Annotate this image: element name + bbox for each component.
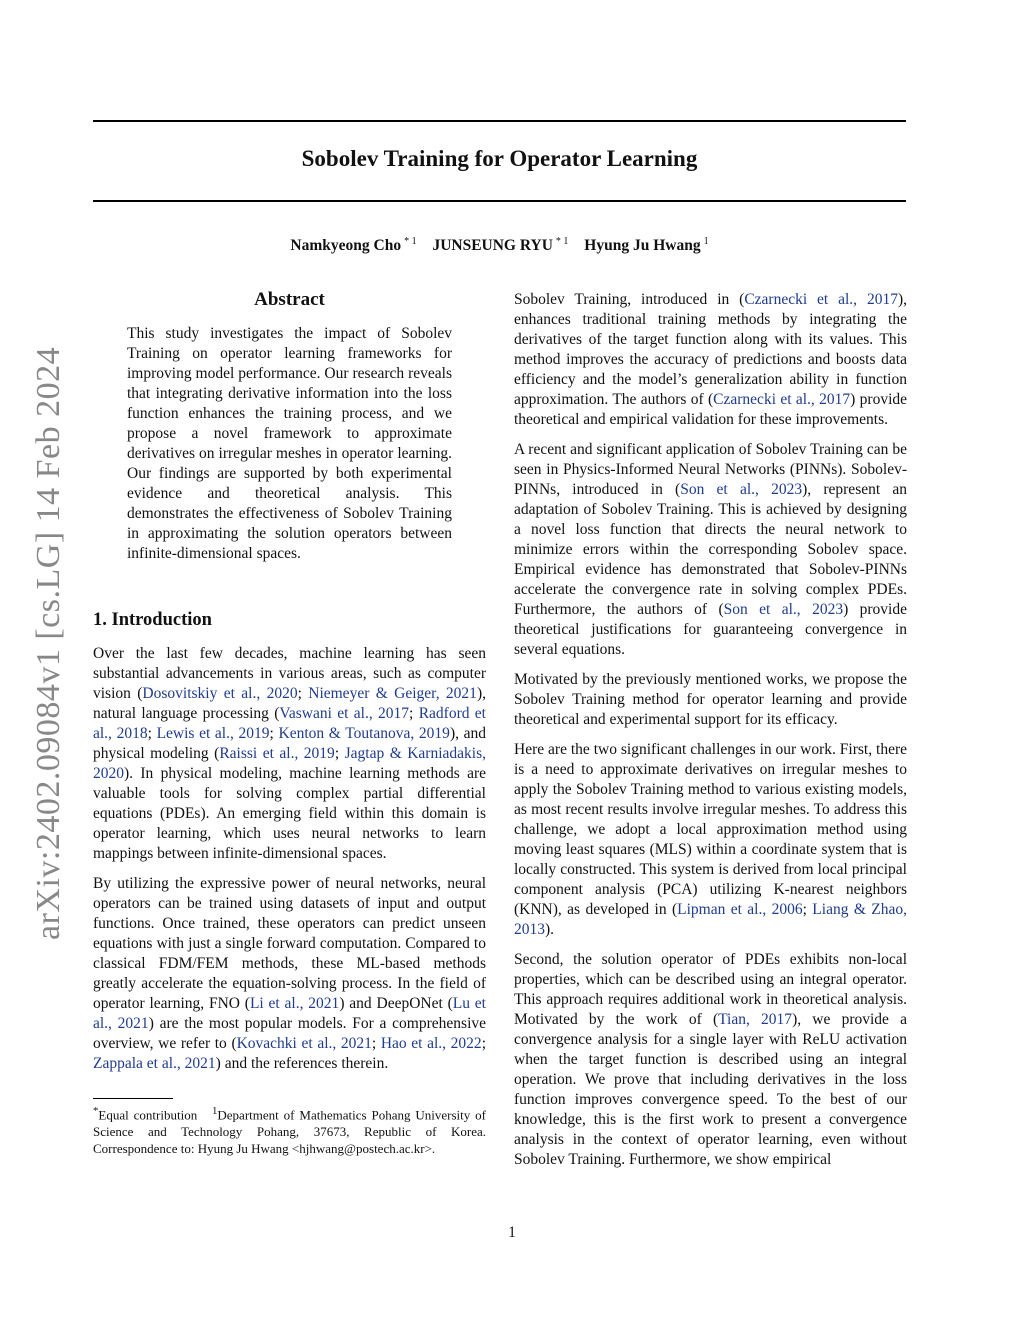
citation-link[interactable]: Son et al., 2023 [680, 481, 803, 498]
citation-link[interactable]: Lewis et al., 2019 [156, 725, 270, 742]
paragraph-text: ). [545, 921, 555, 938]
footnote-text [93, 1103, 486, 1157]
citation-link[interactable]: Raissi et al., 2019 [219, 745, 335, 762]
author-name: Namkyeong Cho [290, 237, 402, 255]
right-column [514, 290, 907, 1180]
citation-link[interactable]: Vaswani et al., 2017 [279, 705, 410, 722]
intro-paragraph [93, 644, 486, 864]
intro-paragraph [514, 440, 907, 660]
author [432, 237, 568, 254]
citation-link[interactable]: Czarnecki et al., 2017 [713, 391, 851, 408]
author-name: JUNSEUNG RYU [432, 237, 553, 255]
paragraph-text: ) and DeepONet ( [339, 995, 453, 1012]
citation-link[interactable]: Kovachki et al., 2021 [236, 1035, 372, 1052]
paragraph-text: Over the last few decades, machine learning has seen substantial advancements in various areas, such as computer vision ( [93, 645, 486, 702]
citation-link[interactable]: Niemeyer & Geiger, 2021 [308, 685, 477, 702]
citation-link[interactable]: Jagtap & Karniadakis, 2020 [93, 745, 486, 782]
abstract-heading: Abstract [254, 289, 325, 310]
footnote-equal-text: Equal contribution [98, 1107, 198, 1123]
citation-link[interactable]: Hao et al., 2022 [380, 1035, 482, 1052]
paragraph-text: ; [334, 745, 345, 762]
paragraph-text: ) provide theoretical and empirical validation for these improvements. [514, 391, 908, 428]
section-heading-introduction: 1. Introduction [93, 610, 212, 630]
paragraph-text: ; [297, 685, 309, 702]
paragraph-text: ; [269, 725, 279, 742]
paragraph-text: ) provide theoretical justifications for guaranteeing convergence in several equations. [514, 601, 907, 658]
citation-link[interactable]: Radford et al., 2018 [93, 705, 486, 742]
paragraph-text: Sobolev Training, introduced in ( [514, 291, 745, 308]
paper-title: Sobolev Training for Operator Learning [301, 146, 698, 171]
citation-link[interactable]: Li et al., 2021 [249, 995, 340, 1012]
author [584, 237, 708, 254]
paragraph-text: A recent and significant application of Sobolev Training can be seen in Physics-Informed Neural Networks (PINNs). Sobolev-PINNs, introduced in ( [514, 441, 907, 498]
arxiv-identifier-stamp: arXiv:2402.09084v1 [cs.LG] 14 Feb 2024 [30, 346, 67, 940]
footnote-equal-mark: * [93, 1105, 99, 1117]
author-list [93, 236, 906, 255]
footnote [93, 1098, 486, 1157]
paragraph-text: ; [481, 1035, 486, 1052]
paragraph-text: ; [802, 901, 813, 918]
citation-link[interactable]: Czarnecki et al., 2017 [744, 291, 898, 308]
paragraph-text: ). In physical modeling, machine learning methods are valuable tools for solving complex partial differential equations (PDEs). An emerging field within this domain is operator learning, which uses neural networks to learn mappings between infinite-dimensional spaces. [93, 765, 486, 862]
intro-paragraph [514, 740, 907, 940]
abstract-text: This study investigates the impact of Sobolev Training on operator learning frameworks for improving model performance. Our research reveals that integrating derivative information into the loss function enhances the training process, and we propose a novel framework to approximate derivatives on irregular meshes in operator learning. Our findings are supported by both experimental evidence and theoretical analysis. This demonstrates the effectiveness of Sobolev Training in approximating the solution operators between infinite-dimensional spaces. [127, 325, 452, 562]
paragraph-text: Here are the two significant challenges in our work. First, there is a need to approximate derivatives on irregular meshes to apply the Sobolev Training method to various existing models, as most recent results involve irregular meshes. To address this challenge, we adopt a local approximation method using moving least squares (MLS) within a coordinate system that is locally constructed. This system is derived from local principal component analysis (PCA) utilizing K-nearest neighbors (KNN), as developed in ( [514, 741, 907, 918]
citation-link[interactable]: Lu et al., 2021 [93, 995, 486, 1032]
paragraph-text: Motivated by the previously mentioned works, we propose the Sobolev Training method for operator learning and provide theoretical and experimental support for its efficacy. [514, 671, 907, 728]
intro-paragraph [93, 874, 486, 1074]
citation-link[interactable]: Liang & Zhao, 2013 [514, 901, 907, 938]
author-name: Hyung Ju Hwang [584, 237, 701, 255]
citation-link[interactable]: Tian, 2017 [718, 1011, 793, 1028]
citation-link[interactable]: Son et al., 2023 [723, 601, 844, 618]
paragraph-text: By utilizing the expressive power of neural networks, neural operators can be trained using datasets of input and output functions. Once trained, these operators can predict unseen equations with just a single forward computation. Compared to classical FDM/FEM methods, these ML-based methods greatly accelerate the equation-solving process. In the field of operator learning, FNO ( [93, 875, 486, 1012]
citation-link[interactable]: Dosovitskiy et al., 2020 [142, 685, 298, 702]
paragraph-text: ), and physical modeling ( [93, 725, 487, 762]
footnote-affiliation-text: Department of Mathematics Pohang University of Science and Technology Pohang, 37673, Republic of Korea. Correspondence to: Hyung Ju Hwang <hjhwang@postech.ac.kr>. [93, 1107, 487, 1157]
paragraph-text: ), natural language processing ( [93, 685, 486, 722]
paragraph-text: ; [409, 705, 419, 722]
footnote-rule [93, 1098, 173, 1099]
paragraph-text: ; [371, 1035, 381, 1052]
paragraph-text: ) and the references therein. [215, 1055, 389, 1072]
paragraph-text: Second, the solution operator of PDEs exhibits non-local properties, which can be described using an integral operator. This approach requires additional work in theoretical analysis. Motivated by the work of ( [514, 951, 907, 1028]
left-column [93, 290, 486, 1084]
paragraph-text: ; [147, 725, 157, 742]
author [290, 237, 416, 254]
citation-link[interactable]: Zappala et al., 2021 [93, 1055, 216, 1072]
paragraph-text: ), enhances traditional training methods by integrating the derivatives of the target function along with its values. This method improves the accuracy of predictions and boosts data efficiency and the model’s generalization ability in function approximation. The authors of ( [514, 291, 907, 408]
paragraph-text: ), represent an adaptation of Sobolev Training. This is achieved by designing a novel loss function that directs the neural network to minimize errors within the corresponding Sobolev space. Empirical evidence has demonstrated that Sobolev-PINNs accelerate the convergence rate in solving complex PDEs. Furthermore, the authors of ( [514, 481, 908, 618]
author-affiliation-mark: * 1 [555, 236, 569, 247]
intro-paragraph [514, 290, 907, 430]
title-rule-bottom [93, 200, 906, 202]
paragraph-text: ), we provide a convergence analysis for a single layer with ReLU activation when the target function is described using an integral operation. We prove that including derivatives in the loss function improves convergence speed. To the best of our knowledge, this is the first work to present a convergence analysis in the context of operator learning, even without Sobolev Training. Furthermore, we show empirical [514, 1011, 908, 1168]
title-rule-top [93, 120, 906, 122]
citation-link[interactable]: Kenton & Toutanova, 2019 [278, 725, 450, 742]
author-affiliation-mark: 1 [703, 236, 709, 247]
paragraph-text: ) are the most popular models. For a comprehensive overview, we refer to ( [93, 1015, 487, 1052]
page-number: 1 [508, 1224, 516, 1241]
intro-paragraph [514, 950, 907, 1170]
footnote-affiliation-mark: 1 [211, 1105, 218, 1117]
citation-link[interactable]: Lipman et al., 2006 [677, 901, 803, 918]
abstract-body [93, 324, 486, 564]
intro-paragraph [514, 670, 907, 730]
author-affiliation-mark: * 1 [404, 236, 417, 247]
